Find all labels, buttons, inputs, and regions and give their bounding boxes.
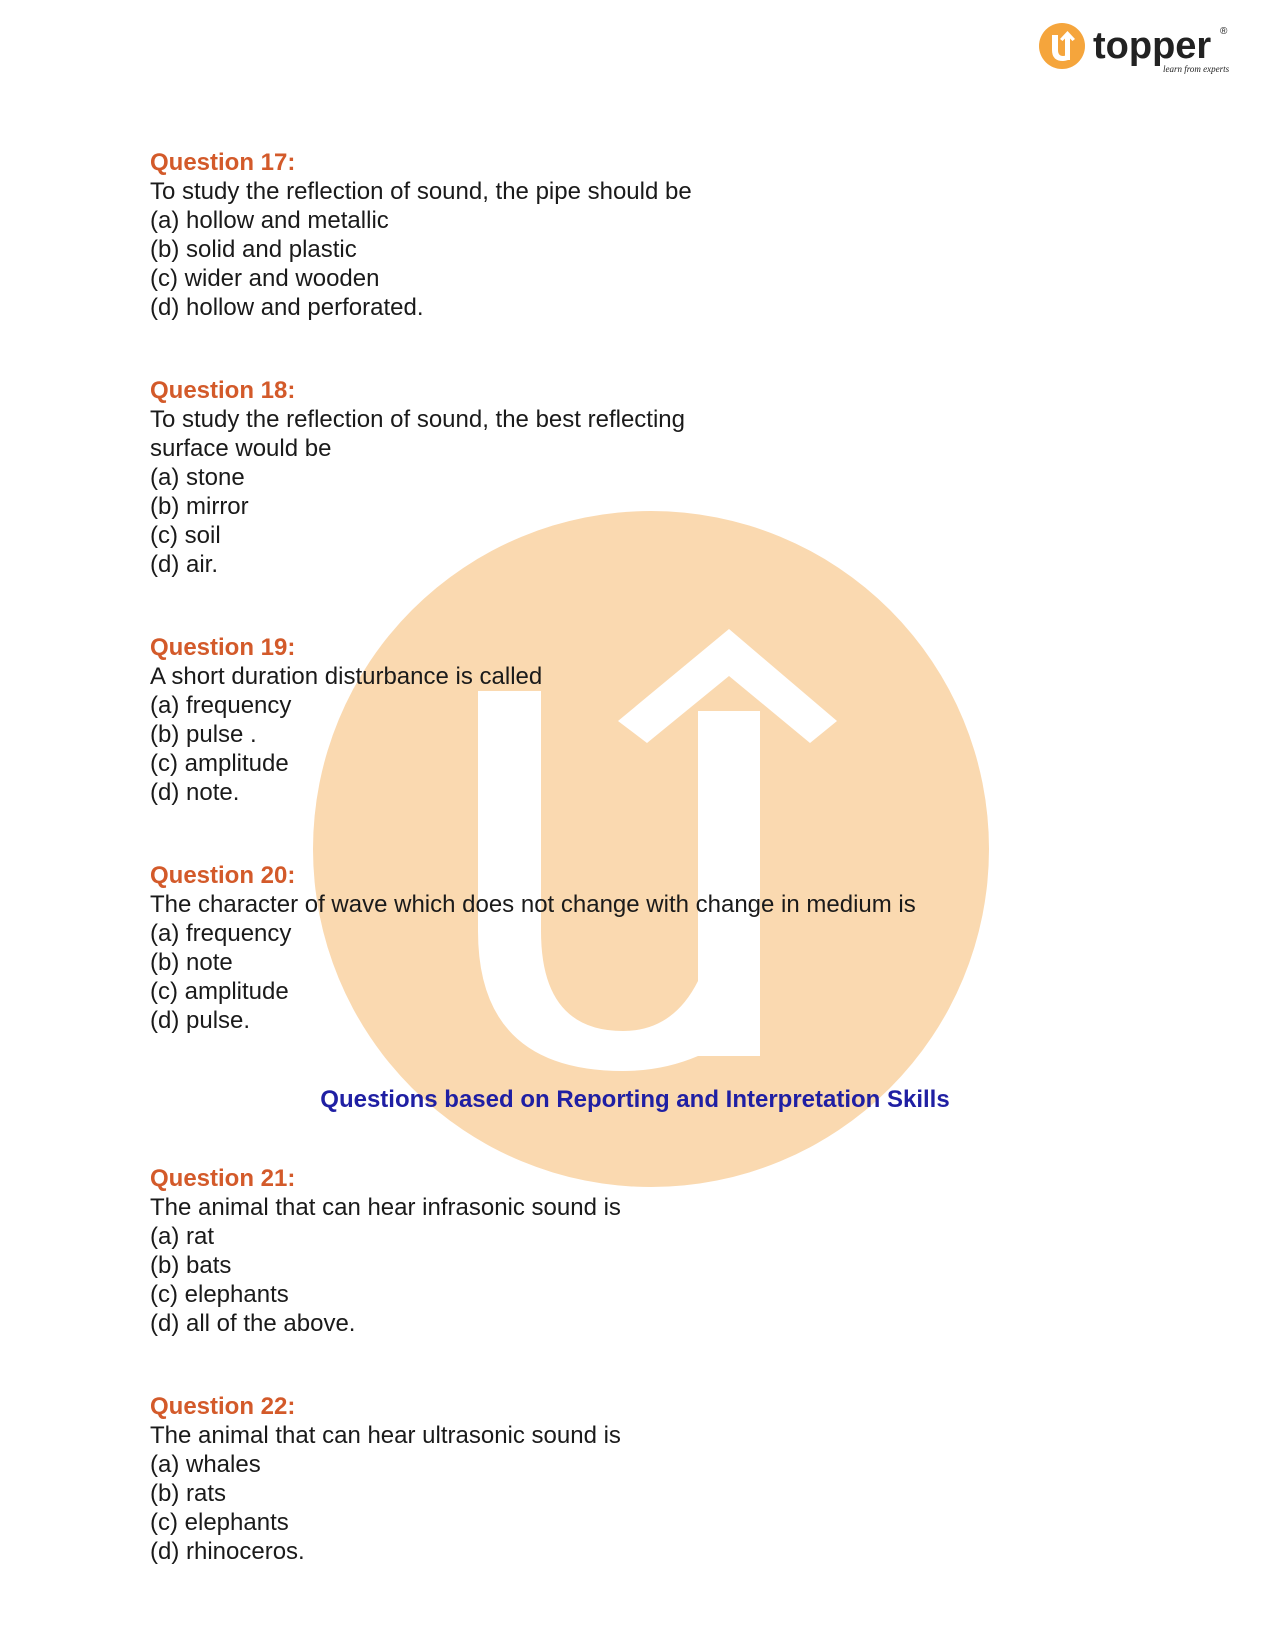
- question-stem: A short duration disturbance is called: [150, 663, 543, 690]
- question-stem: The animal that can hear infrasonic sound is: [150, 1194, 621, 1221]
- option-a: (a) frequency: [150, 920, 292, 947]
- option-b: (b) note: [150, 949, 233, 976]
- option-d: (d) note.: [150, 779, 240, 806]
- question-content: [150, 148, 1210, 1566]
- question-17: [150, 148, 1210, 322]
- question-19: [150, 633, 1210, 807]
- option-d: (d) pulse.: [150, 1007, 251, 1034]
- option-c: (c) soil: [150, 522, 221, 549]
- option-b: (b) pulse .: [150, 721, 257, 748]
- registered-mark: ®: [1220, 26, 1228, 37]
- question-title: Question 21:: [150, 1165, 296, 1192]
- question-stem: The animal that can hear ultrasonic sound is: [150, 1422, 621, 1449]
- option-a: (a) stone: [150, 464, 245, 491]
- question-title: Question 20:: [150, 862, 296, 889]
- question-21: [150, 1164, 1210, 1338]
- option-a: (a) hollow and metallic: [150, 207, 389, 234]
- option-c: (c) elephants: [150, 1509, 289, 1536]
- option-c: (c) amplitude: [150, 978, 289, 1005]
- question-stem-continued: surface would be: [150, 435, 332, 462]
- question-stem: To study the reflection of sound, the pipe should be: [150, 178, 692, 205]
- option-c: (c) elephants: [150, 1281, 289, 1308]
- topper-logo-icon: [1038, 22, 1238, 82]
- question-title: Question 22:: [150, 1393, 296, 1420]
- question-20: [150, 861, 1210, 1035]
- option-d: (d) all of the above.: [150, 1310, 356, 1337]
- option-d: (d) rhinoceros.: [150, 1538, 305, 1565]
- option-c: (c) wider and wooden: [150, 265, 380, 292]
- section-heading: Questions based on Reporting and Interpretation Skills: [320, 1086, 950, 1113]
- option-b: (b) mirror: [150, 493, 249, 520]
- question-stem: To study the reflection of sound, the best reflecting: [150, 406, 685, 433]
- option-b: (b) rats: [150, 1480, 227, 1507]
- option-a: (a) frequency: [150, 692, 292, 719]
- question-title: Question 18:: [150, 377, 296, 404]
- option-b: (b) bats: [150, 1252, 232, 1279]
- brand-tagline: learn from experts: [1163, 64, 1230, 74]
- question-stem: The character of wave which does not change with change in medium is: [150, 891, 916, 918]
- question-22: [150, 1392, 1210, 1566]
- option-a: (a) whales: [150, 1451, 261, 1478]
- brand-name: topper: [1093, 25, 1212, 67]
- question-title: Question 17:: [150, 149, 296, 176]
- topper-logo: [1038, 22, 1238, 82]
- option-d: (d) hollow and perforated.: [150, 294, 424, 321]
- option-a: (a) rat: [150, 1223, 215, 1250]
- option-d: (d) air.: [150, 551, 219, 578]
- question-title: Question 19:: [150, 634, 296, 661]
- option-c: (c) amplitude: [150, 750, 289, 777]
- option-b: (b) solid and plastic: [150, 236, 357, 263]
- question-18: [150, 376, 1210, 579]
